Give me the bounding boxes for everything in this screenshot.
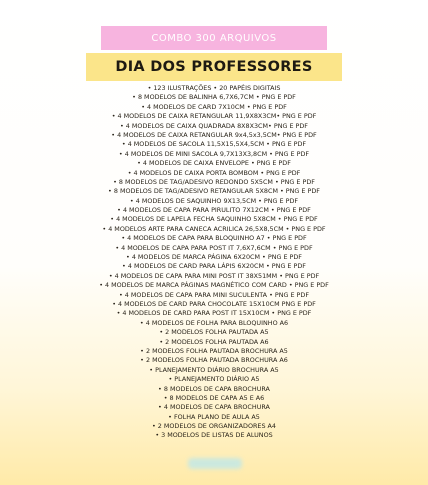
- list-item: • 4 MODELOS DE MARCA PÁGINAS MAGNÉTICO COM CARD • PNG E PDF: [99, 281, 329, 290]
- list-item: • 4 MODELOS ARTE PARA CANECA ACRILICA 26,5X8,5CM • PNG E PDF: [102, 224, 326, 233]
- list-item: • PLANEJAMENTO DIÁRIO A5: [168, 375, 260, 384]
- list-item: • 2 MODELOS FOLHA PAUTADA A5: [159, 328, 269, 337]
- list-item: • 4 MODELOS DE CAPA PARA MINI SUCULENTA • PNG E PDF: [118, 290, 310, 299]
- list-item: • PLANEJAMENTO DIÁRIO BROCHURA A5: [149, 365, 279, 374]
- list-item: • 8 MODELOS DE CAPA BROCHURA: [158, 384, 270, 393]
- list-item: • 8 MODELOS DE TAG/ADESIVO REDONDO 5X5CM • PNG E PDF: [113, 177, 315, 186]
- list-item: • 2 MODELOS FOLHA PAUTADA BROCHURA A5: [140, 346, 288, 355]
- list-item: • 4 MODELOS DE SAQUINHO 9X13,5CM • PNG E PDF: [129, 196, 299, 205]
- list-item: • 4 MODELOS DE FOLHA PARA BLOQUINHO A6: [139, 318, 289, 327]
- list-item: • 4 MODELOS DE CAIXA RETANGULAR 9x4,5x3,5CM• PNG E PDF: [111, 130, 317, 139]
- combo-badge-label: COMBO 300 ARQUIVOS: [151, 32, 277, 44]
- list-item: • 4 MODELOS DE SACOLA 11,5X15,5X4,5CM • PNG E PDF: [121, 140, 307, 149]
- list-item: • 3 MODELOS DE LISTAS DE ALUNOS: [155, 431, 273, 440]
- list-item: • 123 ILUSTRAÇÕES • 20 PAPÉIS DIGITAIS: [147, 84, 281, 92]
- list-item: • 2 MODELOS FOLHA PAUTADA BROCHURA A6: [140, 356, 288, 365]
- list-item: • 4 MODELOS DE LAPELA FECHA SAQUINHO 5X8CM • PNG E PDF: [110, 215, 318, 224]
- list-item: • 4 MODELOS DE MINI SACOLA 9,7X13X3,8CM • PNG E PDF: [118, 149, 310, 158]
- list-item: • 2 MODELOS FOLHA PAUTADA A6: [159, 337, 269, 346]
- list-item: • 4 MODELOS DE CAIXA ENVELOPE • PNG E PDF: [137, 159, 291, 168]
- list-item: • 4 MODELOS DE CAPA PARA MINI POST IT 38X51MM • PNG E PDF: [108, 271, 320, 280]
- list-item: • 4 MODELOS DE CARD PARA CHOCOLATE 15X10CM PNG E PDF: [112, 299, 316, 308]
- list-item: • 4 MODELOS DE CAIXA QUADRADA 8X8X3CM• PNG E PDF: [120, 121, 308, 130]
- list-item: • 4 MODELOS DE CARD 7X10CM • PNG E PDF: [141, 102, 287, 111]
- list-item: • 4 MODELOS DE CAIXA PORTA BOMBOM • PNG E PDF: [127, 168, 301, 177]
- list-item: • FOLHA PLANO DE AULA A5: [168, 412, 260, 421]
- list-item: • 8 MODELOS DE CAPA A5 E A6: [163, 393, 265, 402]
- list-item: • 4 MODELOS DE CAPA PARA POST IT 7,6X7,6CM • PNG E PDF: [115, 243, 313, 252]
- product-list: [0, 84, 428, 441]
- list-item: • 4 MODELOS DE MARCA PÁGINA 6X20CM • PNG E PDF: [126, 253, 302, 262]
- page-title: DIA DOS PROFESSORES: [115, 59, 313, 75]
- list-item: • 8 MODELOS DE BALINHA 6,7X6,7CM • PNG E PDF: [132, 93, 296, 102]
- list-item: • 8 MODELOS DE TAG/ADESIVO RETANGULAR 5X8CM • PNG E PDF: [108, 187, 320, 196]
- list-item: • 4 MODELOS DE CARD PARA POST IT 15X10CM • PNG E PDF: [116, 309, 312, 318]
- list-item: • 2 MODELOS DE ORGANIZADORES A4: [151, 422, 276, 431]
- list-item: • 4 MODELOS DE CARD PARA LÁPIS 6X20CM • PNG E PDF: [122, 262, 306, 271]
- combo-badge: [101, 26, 327, 50]
- title-banner: [86, 53, 342, 81]
- blurred-watermark: [188, 458, 242, 469]
- list-item: • 4 MODELOS DE CAIXA RETANGULAR 11,9X8X3CM• PNG E PDF: [111, 112, 317, 121]
- list-item: • 4 MODELOS DE CAPA PARA BLOQUINHO A7 • PNG E PDF: [121, 234, 307, 243]
- list-item: • 4 MODELOS DE CAPA BROCHURA: [158, 403, 270, 412]
- list-item: • 4 MODELOS DE CAPA PARA PIRULITO 7X12CM • PNG E PDF: [117, 206, 311, 215]
